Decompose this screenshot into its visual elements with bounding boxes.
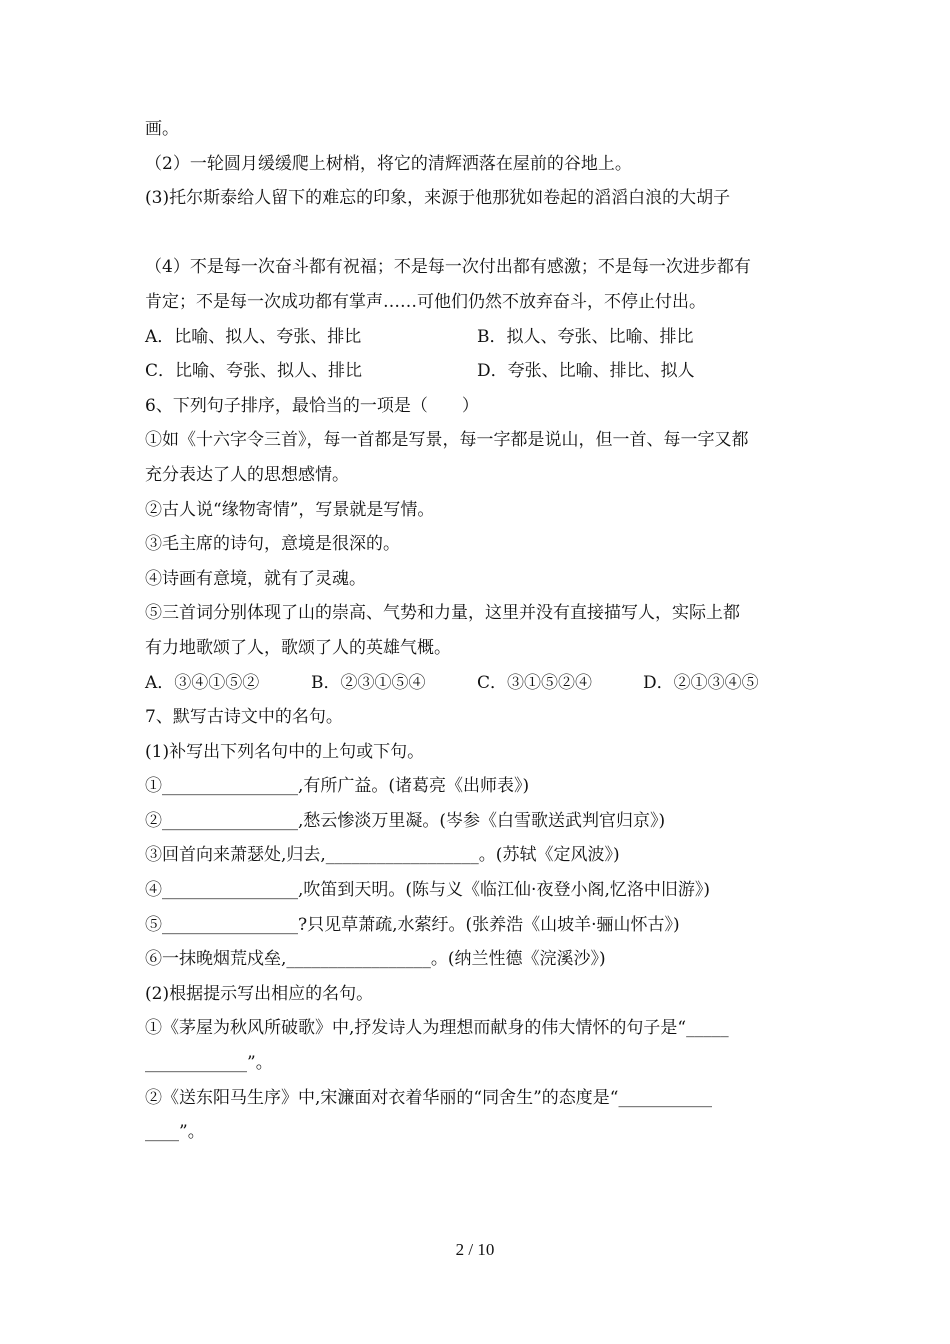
- q5-option-d: D．夸张、比喻、排比、拟人: [477, 361, 695, 382]
- q7-fill-6: ⑥一抹晚烟荒戍垒,_________________。(纳兰性德《浣溪沙》): [145, 949, 606, 970]
- q7-prompt-1: ①《茅屋为秋风所破歌》中,抒发诗人为理想而献身的伟大情怀的句子是“_____: [145, 1018, 729, 1039]
- q7-part1-title: (1)补写出下列名句中的上句或下句。: [145, 741, 425, 762]
- q5-options-row-1: [145, 320, 809, 355]
- blank-line: [145, 216, 809, 251]
- q5-sentence-4-cont: 肯定；不是每一次成功都有掌声……可他们仍然不放弃奋斗，不停止付出。: [145, 291, 706, 312]
- q7-prompt-2: ②《送东阳马生序》中,宋濂面对衣着华丽的“同舍生”的态度是“___________: [145, 1087, 712, 1108]
- q7-stem: 7、默写古诗文中的名句。: [145, 707, 343, 728]
- q7-fill-5: ⑤________________?只见草萧疏,水萦纡。(张养浩《山坡羊·骊山怀古》): [145, 914, 680, 935]
- q5-option-b: B．拟人、夸张、比喻、排比: [477, 326, 694, 347]
- q6-option-c: C．③①⑤②④: [477, 672, 593, 693]
- q5-option-a: A．比喻、拟人、夸张、排比: [145, 326, 362, 347]
- q7-part2-title: (2)根据提示写出相应的名句。: [145, 983, 374, 1004]
- q6-options-row: [145, 666, 809, 701]
- q7-prompt-2-cont: ____”。: [145, 1122, 205, 1143]
- q5-sentence-4: （4）不是每一次奋斗都有祝福；不是每一次付出都有感激；不是每一次进步都有: [145, 257, 751, 278]
- q6-sentence-4: ④诗画有意境，就有了灵魂。: [145, 568, 366, 589]
- q6-sentence-1-cont: 充分表达了人的思想感情。: [145, 464, 349, 485]
- q7-fill-2: ②________________,愁云惨淡万里凝。(岑参《白雪歌送武判官归京》): [145, 810, 666, 831]
- q5-options-row-2: [145, 354, 809, 389]
- q5-option-c: C．比喻、夸张、拟人、排比: [145, 361, 363, 382]
- q6-sentence-5-cont: 有力地歌颂了人，歌颂了人的英雄气概。: [145, 637, 451, 658]
- q7-fill-1: ①________________,有所广益。(诸葛亮《出师表》): [145, 776, 530, 797]
- q6-sentence-2: ②古人说“缘物寄情”，写景就是写情。: [145, 499, 435, 520]
- text-line: 画。: [145, 119, 179, 139]
- q6-sentence-1: ①如《十六字令三首》，每一首都是写景，每一字都是说山，但一首、每一字又都: [145, 430, 749, 451]
- q5-sentence-2: （2）一轮圆月缓缓爬上树梢，将它的清辉洒落在屋前的谷地上。: [145, 153, 632, 174]
- q6-stem: 6、下列句子排序，最恰当的一项是（ ）: [145, 395, 479, 416]
- q6-sentence-3: ③毛主席的诗句，意境是很深的。: [145, 534, 400, 555]
- q7-fill-4: ④________________,吹笛到天明。(陈与义《临江仙·夜登小阁,忆洛中旧游》): [145, 880, 710, 901]
- q5-sentence-3: (3)托尔斯泰给人留下的难忘的印象，来源于他那犹如卷起的滔滔白浪的大胡子: [145, 188, 731, 209]
- q6-option-a: A．③④①⑤②: [145, 672, 260, 693]
- q6-option-b: B．②③①⑤④: [311, 672, 426, 693]
- document-body: [145, 112, 809, 1150]
- q7-fill-3: ③回首向来萧瑟处,归去,__________________。(苏轼《定风波》): [145, 845, 620, 866]
- q6-option-d: D．②①③④⑤: [643, 672, 759, 693]
- page-number: 2 / 10: [455, 1240, 495, 1259]
- q7-prompt-1-cont: ____________”。: [145, 1053, 273, 1074]
- q6-sentence-5: ⑤三首词分别体现了山的崇高、气势和力量，这里并没有直接描写人，实际上都: [145, 603, 740, 624]
